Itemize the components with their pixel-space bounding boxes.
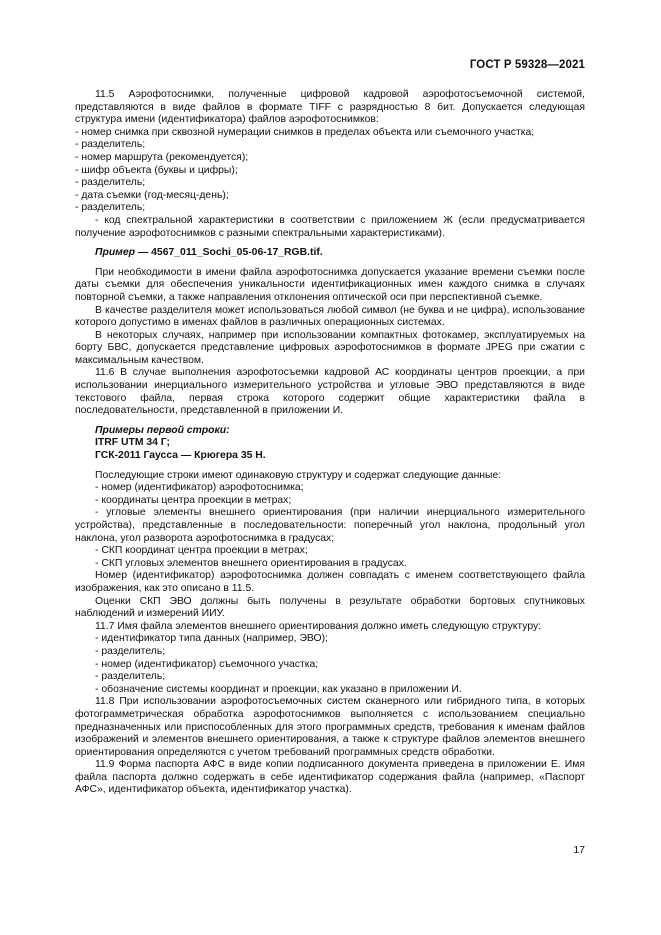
list-item: - номер (идентификатор) съемочного участка; xyxy=(95,658,319,670)
list-item: - разделитель; xyxy=(75,139,146,151)
page-content xyxy=(75,89,585,797)
section-11-6-intro: 11.6 В случае выполнения аэрофотосъемки кадровой АС координаты центров проекции, а при использовании инерциального измерительного устройства и угловые ЭВО представляются в виде текстового файла, первая строка которого содержит общие характеристики файла в последовательности, представленной в приложении И. xyxy=(75,367,585,417)
example-filename: 4567_011_Sochi_05-06-17_RGB.tif. xyxy=(151,247,323,259)
paragraph: В некоторых случаях, например при использовании компактных фотокамер, эксплуатируемых на борту БВС, допускается представление цифровых аэрофотоснимков в формате JPEG при сжатии с максимальным качеством. xyxy=(75,329,585,366)
section-11-5-intro: 11.5 Аэрофотоснимки, полученные цифровой кадровой аэрофотосъемочной системой, представляются в виде файлов в формате TIFF с разрядностью 8 бит. Допускается следующая структура имени (идентификатора) файлов аэрофотоснимков: xyxy=(75,89,585,126)
examples-title: Примеры первой строки: xyxy=(95,424,230,436)
example-label: Пример — xyxy=(95,247,149,259)
list-item: - идентификатор типа данных (например, ЭВО); xyxy=(95,633,328,645)
list-item: - угловые элементы внешнего ориентирования (при наличии инерциального измерительного устройства), представленные в последовательности: поперечный угол наклона, продольный угол наклона, угол разворота аэрофотоснимка в градусах; xyxy=(75,507,585,544)
list-item: - номер (идентификатор) аэрофотоснимка; xyxy=(95,482,304,494)
paragraph: Оценки СКП ЭВО должны быть получены в результате обработки бортовых спутниковых наблюдений и измерений ИИУ. xyxy=(75,595,585,620)
list-item: - шифр объекта (буквы и цифры); xyxy=(75,164,238,176)
paragraph: При необходимости в имени файла аэрофотоснимка допускается указание времени съемки после даты съемки для обеспечения уникальности идентификационных имен каждого снимка в случаях повторной съемки, а также направления отклонения оптической оси при перспективной съемке. xyxy=(75,266,585,303)
section-11-8: 11.8 При использовании аэрофотосъемочных систем сканерного или гибридного типа, в которых фотограмметрическая обработка аэрофотоснимков выполняется с использованием специально предназначенных или приспособленных для этого программных средств, требования к именам файлов изображений и элементов внешнего ориентирования, а также к структуре файлов элементов внешнего ориентирования определяются с учетом требований программных средств обработки. xyxy=(75,696,585,758)
section-11-9: 11.9 Форма паспорта АФС в виде копии подписанного документа приведена в приложении Е. Имя файла паспорта должно содержать в себе идентификатор содержания файла (например, «Паспорт АФС», идентификатор объекта, идентификатор участка). xyxy=(75,759,585,796)
section-11-7-intro: 11.7 Имя файла элементов внешнего ориентирования должно иметь следующую структуру: xyxy=(95,620,542,632)
list-item: - разделитель; xyxy=(75,202,146,214)
example-line xyxy=(75,247,585,260)
list-item: - разделитель; xyxy=(75,177,146,189)
paragraph: В качестве разделителя может использоваться любой символ (не буква и не цифра), использование которого допустимо в именах файлов в различных операционных системах. xyxy=(75,304,585,329)
list-item: - обозначение системы координат и проекции, как указано в приложении И. xyxy=(95,683,462,695)
list-item: - координаты центра проекции в метрах; xyxy=(95,494,292,506)
list-item: - дата съемки (год-месяц-день); xyxy=(75,189,229,201)
page-number: 17 xyxy=(573,844,585,856)
list-item: - СКП координат центра проекции в метрах; xyxy=(95,545,308,557)
list-item: - СКП угловых элементов внешнего ориентирования в градусах. xyxy=(95,557,407,569)
document-header: ГОСТ Р 59328—2021 xyxy=(469,59,585,71)
list-item: - код спектральной характеристики в соответствии с приложением Ж (если предусматривается получение аэрофотоснимков с разными спектральными характеристиками). xyxy=(75,214,585,239)
list-item: - номер снимка при сквозной нумерации снимков в пределах объекта или съемочного участка; xyxy=(75,126,535,138)
paragraph: Номер (идентификатор) аэрофотоснимка должен совпадать с именем соответствующего файла изображения, как это описано в 11.5. xyxy=(75,570,585,594)
example-first-line-1: ITRF UTM 34 Г; xyxy=(95,437,171,449)
list-item: - разделитель; xyxy=(95,645,166,657)
example-first-line-2: ГСК-2011 Гаусса — Крюгера 35 Н. xyxy=(95,450,266,462)
list-item: - разделитель; xyxy=(95,671,166,683)
paragraph: Последующие строки имеют одинаковую структуру и содержат следующие данные: xyxy=(95,469,502,481)
list-item: - номер маршрута (рекомендуется); xyxy=(75,151,249,163)
